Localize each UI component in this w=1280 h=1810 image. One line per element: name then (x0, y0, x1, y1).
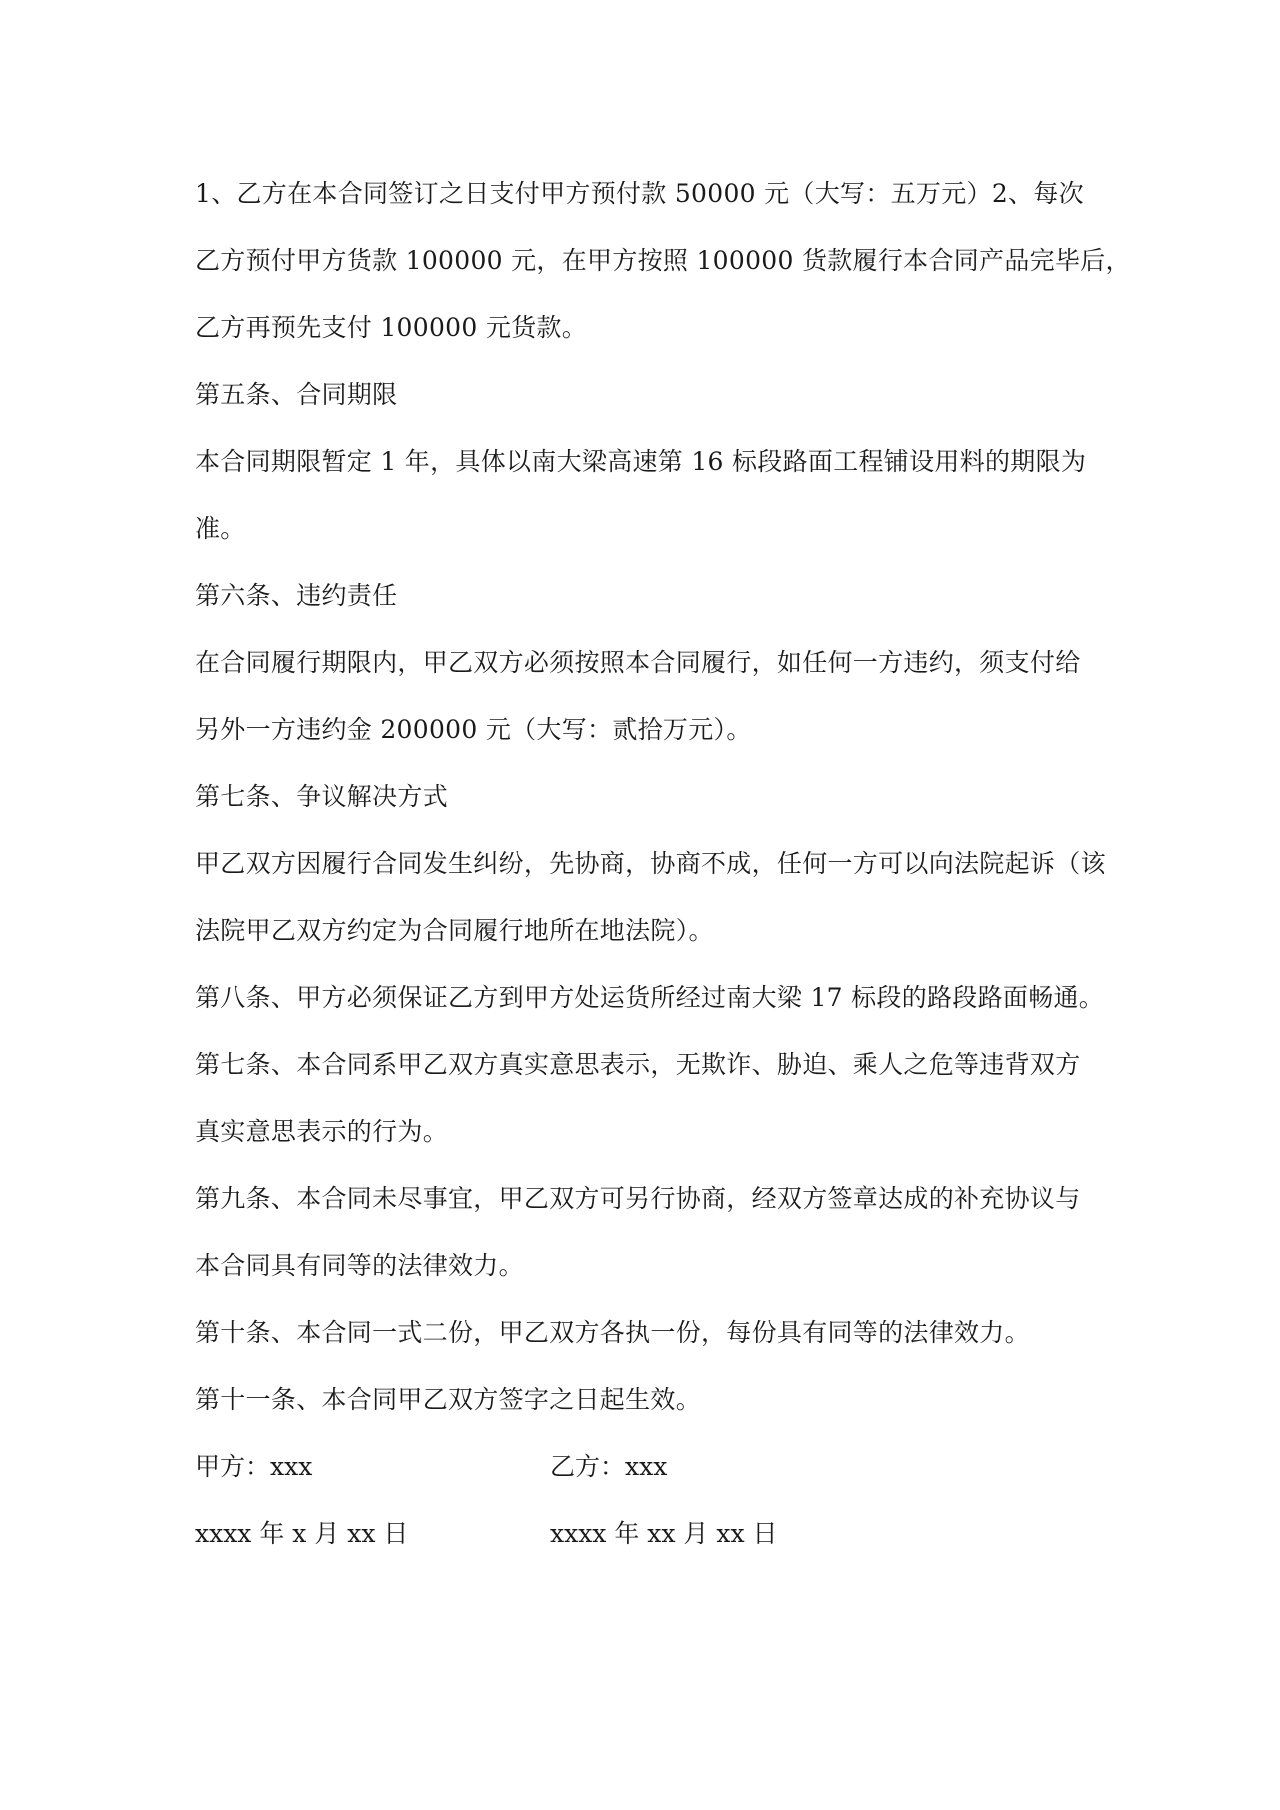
text-line: 1、乙方在本合同签订之日支付甲方预付款 50000 元（大写：五万元）2、每次 (195, 179, 1084, 208)
text-line: 甲乙双方因履行合同发生纠纷，先协商，协商不成，任何一方可以向法院起诉（该 (195, 849, 1106, 878)
party-b-label: 乙方：xxx (550, 1452, 668, 1481)
clause-line: 第八条、甲方必须保证乙方到甲方处运货所经过南大梁 17 标段的路段路面畅通。 (195, 983, 1105, 1012)
text-line: 乙方再预先支付 100000 元货款。 (195, 313, 588, 342)
date-row (195, 1500, 1095, 1567)
contract-page (195, 160, 1131, 1567)
section-heading: 第六条、违约责任 (195, 581, 398, 610)
party-b-date: xxxx 年 xx 月 xx 日 (550, 1519, 778, 1548)
text-line: 本合同期限暂定 1 年，具体以南大梁高速第 16 标段路面工程铺设用料的期限为 (195, 447, 1087, 476)
clause-line: 第十条、本合同一式二份，甲乙双方各执一份，每份具有同等的法律效力。 (195, 1318, 1030, 1347)
text-line: 法院甲乙双方约定为合同履行地所在地法院）。 (195, 916, 714, 945)
text-line: 乙方预付甲方货款 100000 元，在甲方按照 100000 货款履行本合同产品完毕后， (195, 246, 1131, 275)
clause-line: 第七条、本合同系甲乙双方真实意思表示，无欺诈、胁迫、乘人之危等违背双方 (195, 1050, 1081, 1079)
party-a-date: xxxx 年 x 月 xx 日 (195, 1519, 409, 1548)
clause-line: 第十一条、本合同甲乙双方签字之日起生效。 (195, 1385, 702, 1414)
signature-row (195, 1433, 1095, 1500)
section-heading: 第五条、合同期限 (195, 380, 398, 409)
text-line: 在合同履行期限内，甲乙双方必须按照本合同履行，如任何一方违约，须支付给 (195, 648, 1081, 677)
party-a-label: 甲方：xxx (195, 1452, 313, 1481)
text-line: 本合同具有同等的法律效力。 (195, 1251, 524, 1280)
clause-line: 第九条、本合同未尽事宜，甲乙双方可另行协商，经双方签章达成的补充协议与 (195, 1184, 1081, 1213)
text-line: 真实意思表示的行为。 (195, 1117, 449, 1146)
text-line: 准。 (195, 514, 246, 543)
section-heading: 第七条、争议解决方式 (195, 782, 449, 811)
text-line: 另外一方违约金 200000 元（大写：贰拾万元）。 (195, 715, 752, 744)
